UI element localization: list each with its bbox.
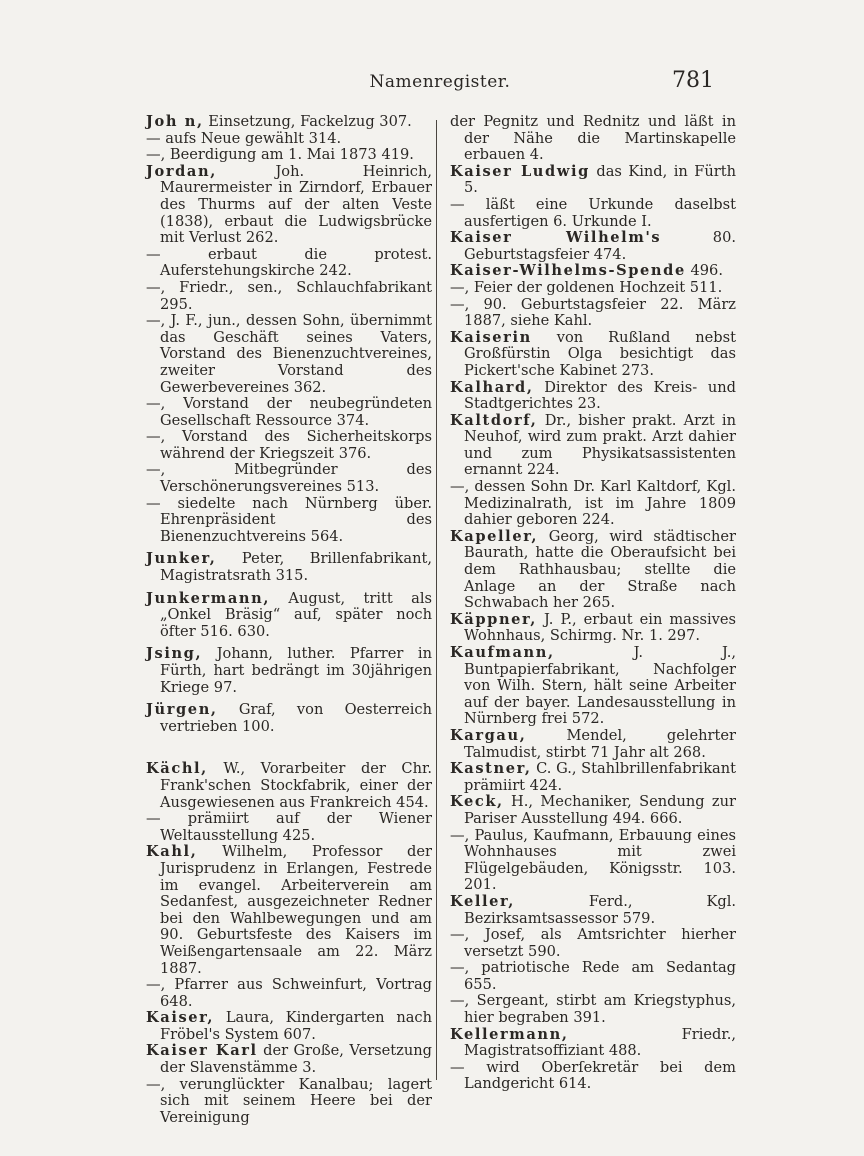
index-entry xyxy=(146,844,432,977)
entry-headword: Kaiser, xyxy=(146,1009,215,1027)
index-entry xyxy=(146,313,432,396)
entry-text: Dr., bisher prakt. Arzt in Neuhof, wird zum prakt. Arzt dahier und zum Physikatsassistenten ernannt 224. xyxy=(464,411,736,479)
index-entry xyxy=(450,263,736,280)
entry-text: Peter, Brillenfabrikant, Magistratsrath 315. xyxy=(160,550,432,585)
entry-headword: Kaufmann, xyxy=(450,644,555,661)
entry-text: Laura, Kindergarten nach Fröbel's System 607. xyxy=(160,1009,432,1043)
entry-headword: Kaiser Wilhelm's xyxy=(450,229,662,247)
entry-text: — wird Oberſekretär bei dem Landgericht 614. xyxy=(450,1058,736,1093)
entry-text: —, Feier der goldenen Hochzeit 511. xyxy=(450,278,723,296)
entry-headword: Jsing, xyxy=(146,645,203,663)
index-entry xyxy=(146,147,432,164)
entry-text: Graf, von Oesterreich vertrieben 100. xyxy=(160,701,432,735)
index-entry xyxy=(450,894,736,927)
entry-text: —, Friedr., sen., Schlauchfabrikant 295. xyxy=(146,278,432,313)
entry-text: Mendel, gelehrter Talmudist, stirbt 71 Jahr alt 268. xyxy=(464,726,736,761)
left-column xyxy=(146,114,432,1126)
entry-text: —, Beerdigung am 1. Mai 1873 419. xyxy=(146,146,414,164)
entry-text: Einsetzung, Fackelzug 307. xyxy=(203,113,412,130)
entry-headword: Kastner, xyxy=(450,760,532,778)
entry-text: —, Paulus, Kaufmann, Erbauung eines Wohnhauses mit zwei Flügelgebäuden, Königsstr. 103. 201. xyxy=(450,826,736,894)
index-entry xyxy=(450,1027,736,1060)
index-entry xyxy=(450,927,736,960)
index-entry xyxy=(146,131,432,148)
entry-headword: Kaltdorf, xyxy=(450,411,538,429)
index-entry xyxy=(450,164,736,197)
index-entry xyxy=(146,761,432,811)
entry-text: —, dessen Sohn Dr. Karl Kaltdorf, Kgl. Medizinalrath, ist im Jahre 1809 dahier geboren 224. xyxy=(450,478,736,529)
entry-headword: Kargau, xyxy=(450,726,527,744)
index-entry xyxy=(450,413,736,479)
index-entry xyxy=(450,280,736,297)
entry-text: —, Vorstand der neubegründeten Gesellschaft Ressource 374. xyxy=(146,395,432,429)
entry-headword: Keller, xyxy=(450,892,515,910)
entry-text: W., Vorarbeiter der Chr. Frank'schen Stockfabrik, einer der Ausgewiesenen aus Frankreich 454. xyxy=(160,760,432,811)
entry-headword: Kapeller, xyxy=(450,527,539,545)
index-entry xyxy=(450,794,736,827)
index-entry xyxy=(450,612,736,645)
index-entry xyxy=(146,702,432,735)
entry-headword: Joh n, xyxy=(146,113,204,130)
entry-text: H., Mechaniker, Sendung zur Pariser Ausstellung 494. 666. xyxy=(464,793,736,827)
entry-text: Johann, luther. Pfarrer in Fürth, hart bedrängt im 30jährigen Kriege 97. xyxy=(160,645,432,696)
entry-text: 80. Geburtstagsfeier 474. xyxy=(464,229,736,263)
index-entry xyxy=(146,114,432,131)
index-entry xyxy=(146,551,432,584)
index-entry xyxy=(450,993,736,1026)
index-entry xyxy=(450,645,736,728)
index-entry xyxy=(146,280,432,313)
index-entry xyxy=(450,479,736,529)
index-entry xyxy=(450,380,736,413)
entry-text: —, patriotische Rede am Sedantag 655. xyxy=(450,959,736,993)
entry-text: —, Sergeant, stirbt am Kriegstyphus, hier begraben 391. xyxy=(450,992,736,1027)
entry-text: Georg, wird städtischer Baurath, hatte die Oberaufsicht bei dem Rathhausbau; stellte die Anlage an der Straße nach Schwabach her 265. xyxy=(464,527,736,612)
index-entry xyxy=(450,728,736,761)
entry-text: das Kind, in Fürth 5. xyxy=(464,162,736,197)
entry-headword: Jordan, xyxy=(146,162,217,180)
index-entry xyxy=(146,646,432,696)
entry-headword: Kaiser Karl xyxy=(146,1042,258,1060)
index-entry xyxy=(450,960,736,993)
index-entry xyxy=(146,591,432,641)
entry-headword: Kächl, xyxy=(146,760,208,778)
entry-headword: Junker, xyxy=(146,550,217,568)
entry-text: August, tritt als „Onkel Bräsig“ auf, später noch öfter 516. 630. xyxy=(160,589,432,640)
index-entry xyxy=(146,1077,432,1127)
index-entry xyxy=(450,330,736,380)
entry-text: Wilhelm, Professor der Jurisprudenz in Erlangen, Festrede im evangel. Arbeiterverein am Sedanfest, ausgezeichneter Redner bei den Wahlbewegungen und am 90. Geburtsfeste des Kaisers im Weißengartensaale am 22. März 1887. xyxy=(160,843,432,977)
entry-text: Joh. Heinrich, Maurermeister in Zirndorf, Erbauer des Thurms auf der alten Veste (1838), erbaut die Ludwigsbrücke mit Verlust 262. xyxy=(160,162,432,247)
entry-text: J. P., erbaut ein massives Wohnhaus, Schirmg. Nr. 1. 297. xyxy=(464,610,736,645)
entry-text: Direktor des Kreis- und Stadtgerichtes 23. xyxy=(464,378,736,413)
index-entry xyxy=(146,496,432,546)
entry-text: C. G., Stahlbrillenfabrikant prämiirt 424. xyxy=(464,760,736,794)
entry-text: —, Pfarrer aus Schweinfurt, Vortrag 648. xyxy=(146,976,432,1010)
entry-headword: Kaiserin xyxy=(450,328,532,346)
index-entry xyxy=(450,761,736,794)
entry-headword: Junkermann, xyxy=(146,589,271,607)
index-entry xyxy=(450,230,736,263)
entry-text: der Große, Versetzung der Slavenstämme 3. xyxy=(160,1042,432,1077)
entry-headword: Kahl, xyxy=(146,843,198,861)
index-entry xyxy=(450,828,736,894)
entry-text: —, Josef, als Amtsrichter hierher versetzt 590. xyxy=(450,926,736,960)
index-entry xyxy=(146,1043,432,1076)
column-divider xyxy=(436,120,437,1080)
index-entry xyxy=(146,462,432,495)
entry-headword: Kaiser Ludwig xyxy=(450,162,590,180)
entry-text: Ferd., Kgl. Bezirksamtsassessor 579. xyxy=(464,892,736,927)
index-entry xyxy=(146,977,432,1010)
index-entry xyxy=(450,529,736,612)
entry-text: —, Vorstand des Sicherheitskorps während der Kriegszeit 376. xyxy=(146,428,432,462)
entry-text: — aufs Neue gewählt 314. xyxy=(146,129,342,147)
entry-headword: Käppner, xyxy=(450,610,537,628)
entry-text: — läßt eine Urkunde daselbst ausfertigen 6. Urkunde I. xyxy=(450,195,736,230)
entry-headword: Kalhard, xyxy=(450,378,534,396)
entry-headword: Kaiser-Wilhelms-Spende xyxy=(450,262,686,280)
right-column xyxy=(450,114,736,1093)
page-title: Namenregister. xyxy=(369,72,511,92)
entry-headword: Jürgen, xyxy=(146,701,218,719)
index-entry xyxy=(146,164,432,247)
entry-text: von Rußland nebst Großfürstin Olga besichtigt das Pickert'sche Kabinet 273. xyxy=(464,328,736,379)
entry-text: —, 90. Geburtstagsfeier 22. März 1887, siehe Kahl. xyxy=(450,295,736,330)
index-entry xyxy=(450,114,736,164)
entry-text: —, J. F., jun., dessen Sohn, übernimmt das Geschäft seines Vaters, Vorstand des Bienenzuchtvereines, zweiter Vorstand des Gewerbevereines 362. xyxy=(146,312,432,396)
index-entry xyxy=(146,1010,432,1043)
index-entry xyxy=(146,247,432,280)
entry-headword: Kellermann, xyxy=(450,1025,569,1043)
index-entry xyxy=(450,1060,736,1093)
page-number: 781 xyxy=(672,68,714,93)
entry-headword: Keck, xyxy=(450,793,504,811)
entry-text: —, verunglückter Kanalbau; lagert sich mit seinem Heere bei der Vereinigung xyxy=(146,1075,432,1126)
index-entry xyxy=(450,297,736,330)
entry-text: — prämiirt auf der Wiener Weltausstellung 425. xyxy=(146,810,432,844)
entry-text: Friedr., Magistratsoffiziant 488. xyxy=(464,1025,736,1060)
entry-text: 496. xyxy=(685,262,723,280)
index-entry xyxy=(146,429,432,462)
entry-text: — erbaut die protest. Auferstehungskirche 242. xyxy=(146,245,432,280)
index-entry xyxy=(450,197,736,230)
entry-text: der Pegnitz und Rednitz und läßt in der Nähe die Martinskapelle erbauen 4. xyxy=(450,113,736,164)
entry-text: —, Mitbegründer des Verschönerungsvereines 513. xyxy=(146,461,432,496)
entry-text: J. J., Buntpapierfabrikant, Nachfolger von Wilh. Stern, hält seine Arbeiter auf der bayer. Landesausstellung in Nürnberg frei 572. xyxy=(464,644,736,728)
index-entry xyxy=(146,811,432,844)
index-entry xyxy=(146,396,432,429)
entry-text: — siedelte nach Nürnberg über. Ehrenpräsident des Bienenzuchtvereins 564. xyxy=(146,494,432,545)
